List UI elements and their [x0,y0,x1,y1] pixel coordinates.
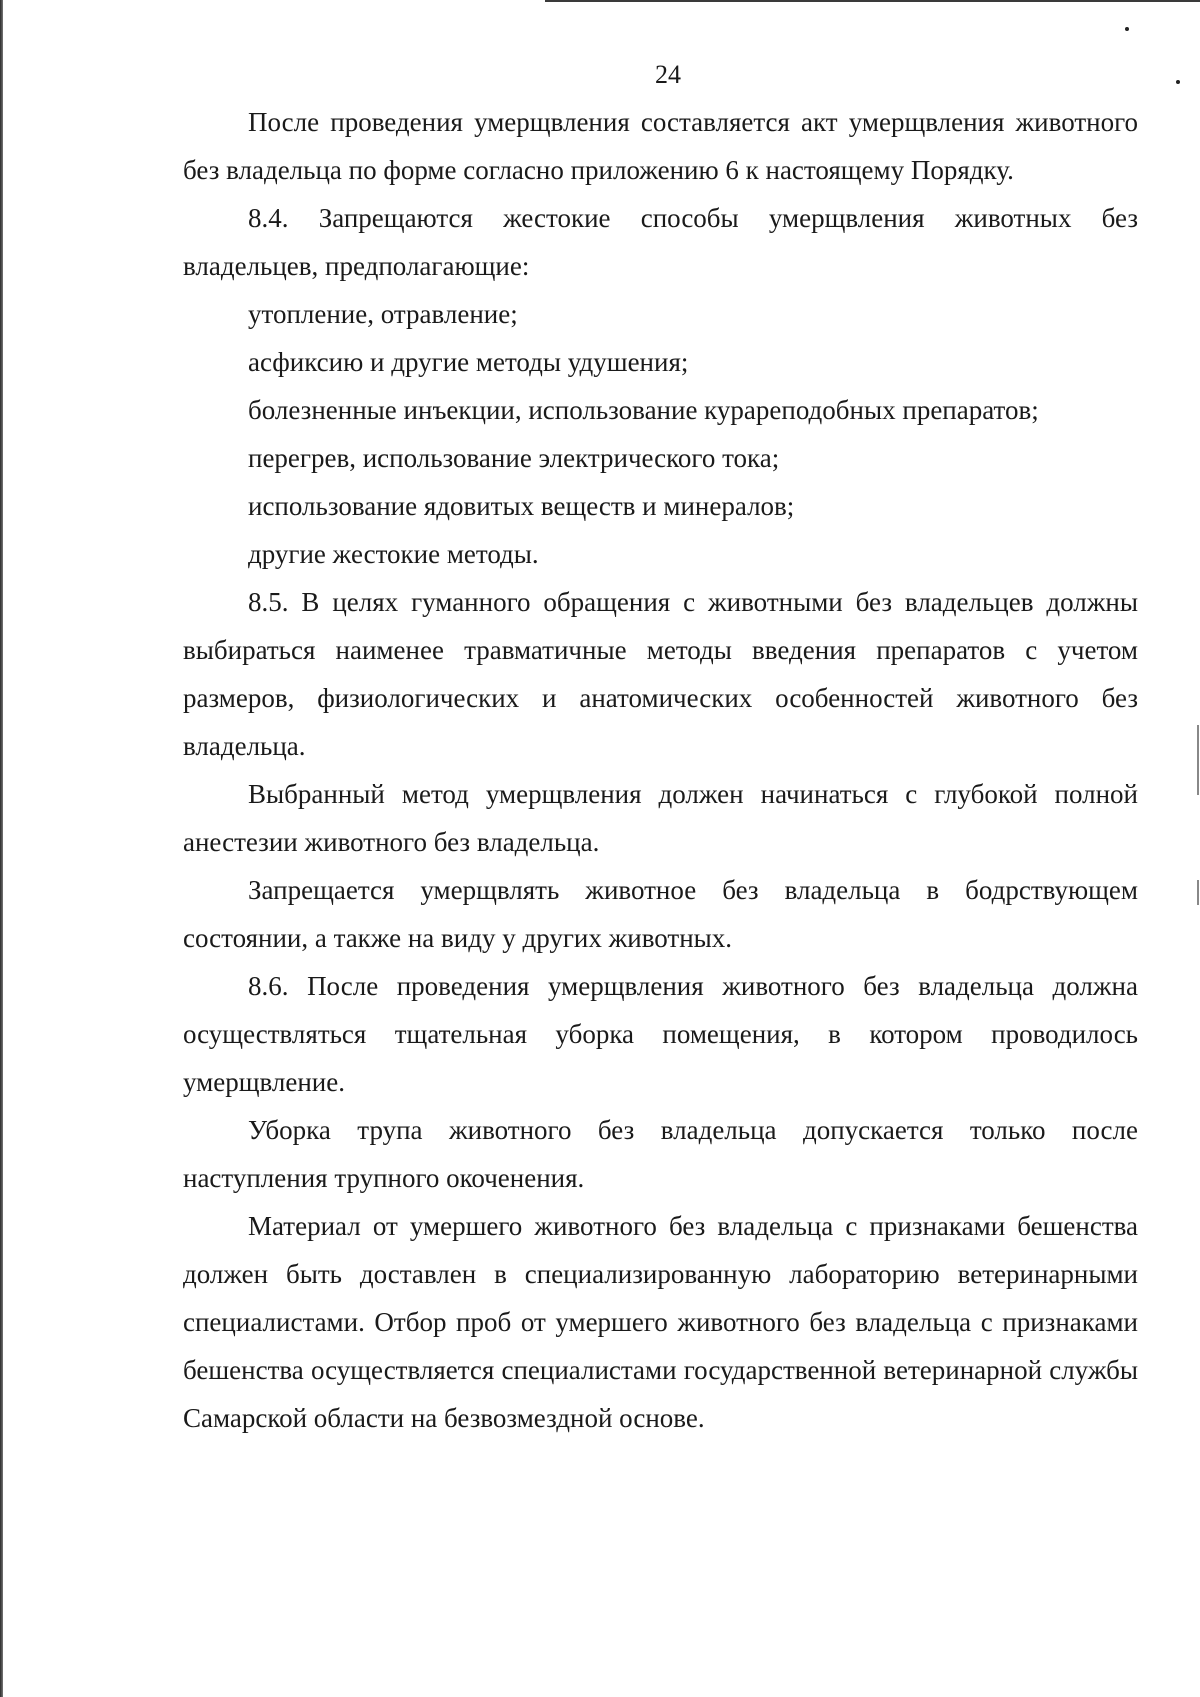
list-item: болезненные инъекции, использование курареподобных препаратов; [248,395,1039,425]
document-body [183,98,1138,1442]
scan-margin-mark [1197,725,1199,795]
paragraph: 8.5. В целях гуманного обращения с животными без владельцев должны выбираться наименее травматичные методы введения препаратов с учетом размеров, физиологических и анатомических особенностей животного без владельца. [183,587,1138,761]
scan-top-edge [545,0,1200,2]
scan-margin-mark [1197,880,1199,905]
list-item: перегрев, использование электрического тока; [248,443,780,473]
list-item: другие жестокие методы. [248,539,539,569]
paragraph: Запрещается умерщвлять животное без владельца в бодрствующем состоянии, а также на виду у других животных. [183,875,1138,953]
list-item: асфиксию и другие методы удушения; [248,347,689,377]
paragraph: После проведения умерщвления составляется акт умерщвления животного без владельца по форме согласно приложению 6 к настоящему Порядку. [183,107,1138,185]
page-number: 24 [655,60,681,89]
list-item: использование ядовитых веществ и минералов; [248,491,795,521]
paragraph: 8.6. После проведения умерщвления животного без владельца должна осуществляться тщательная уборка помещения, в котором проводилось умерщвление. [183,971,1138,1097]
list-item: утопление, отравление; [248,299,518,329]
scan-left-edge [0,0,3,1697]
scan-speck [1125,27,1129,31]
paragraph: Выбранный метод умерщвления должен начинаться с глубокой полной анестезии животного без владельца. [183,779,1138,857]
paragraph: Материал от умершего животного без владельца с признаками бешенства должен быть доставлен в специализированную лабораторию ветеринарными специалистами. Отбор проб от умершего животного без владельца с признаками бешенства осуществляется специалистами государственной ветеринарной службы Самарской области на безвозмездной основе. [183,1211,1138,1433]
paragraph: Уборка трупа животного без владельца допускается только после наступления трупного окоченения. [183,1115,1138,1193]
paragraph: 8.4. Запрещаются жестокие способы умерщвления животных без владельцев, предполагающие: [183,203,1138,281]
